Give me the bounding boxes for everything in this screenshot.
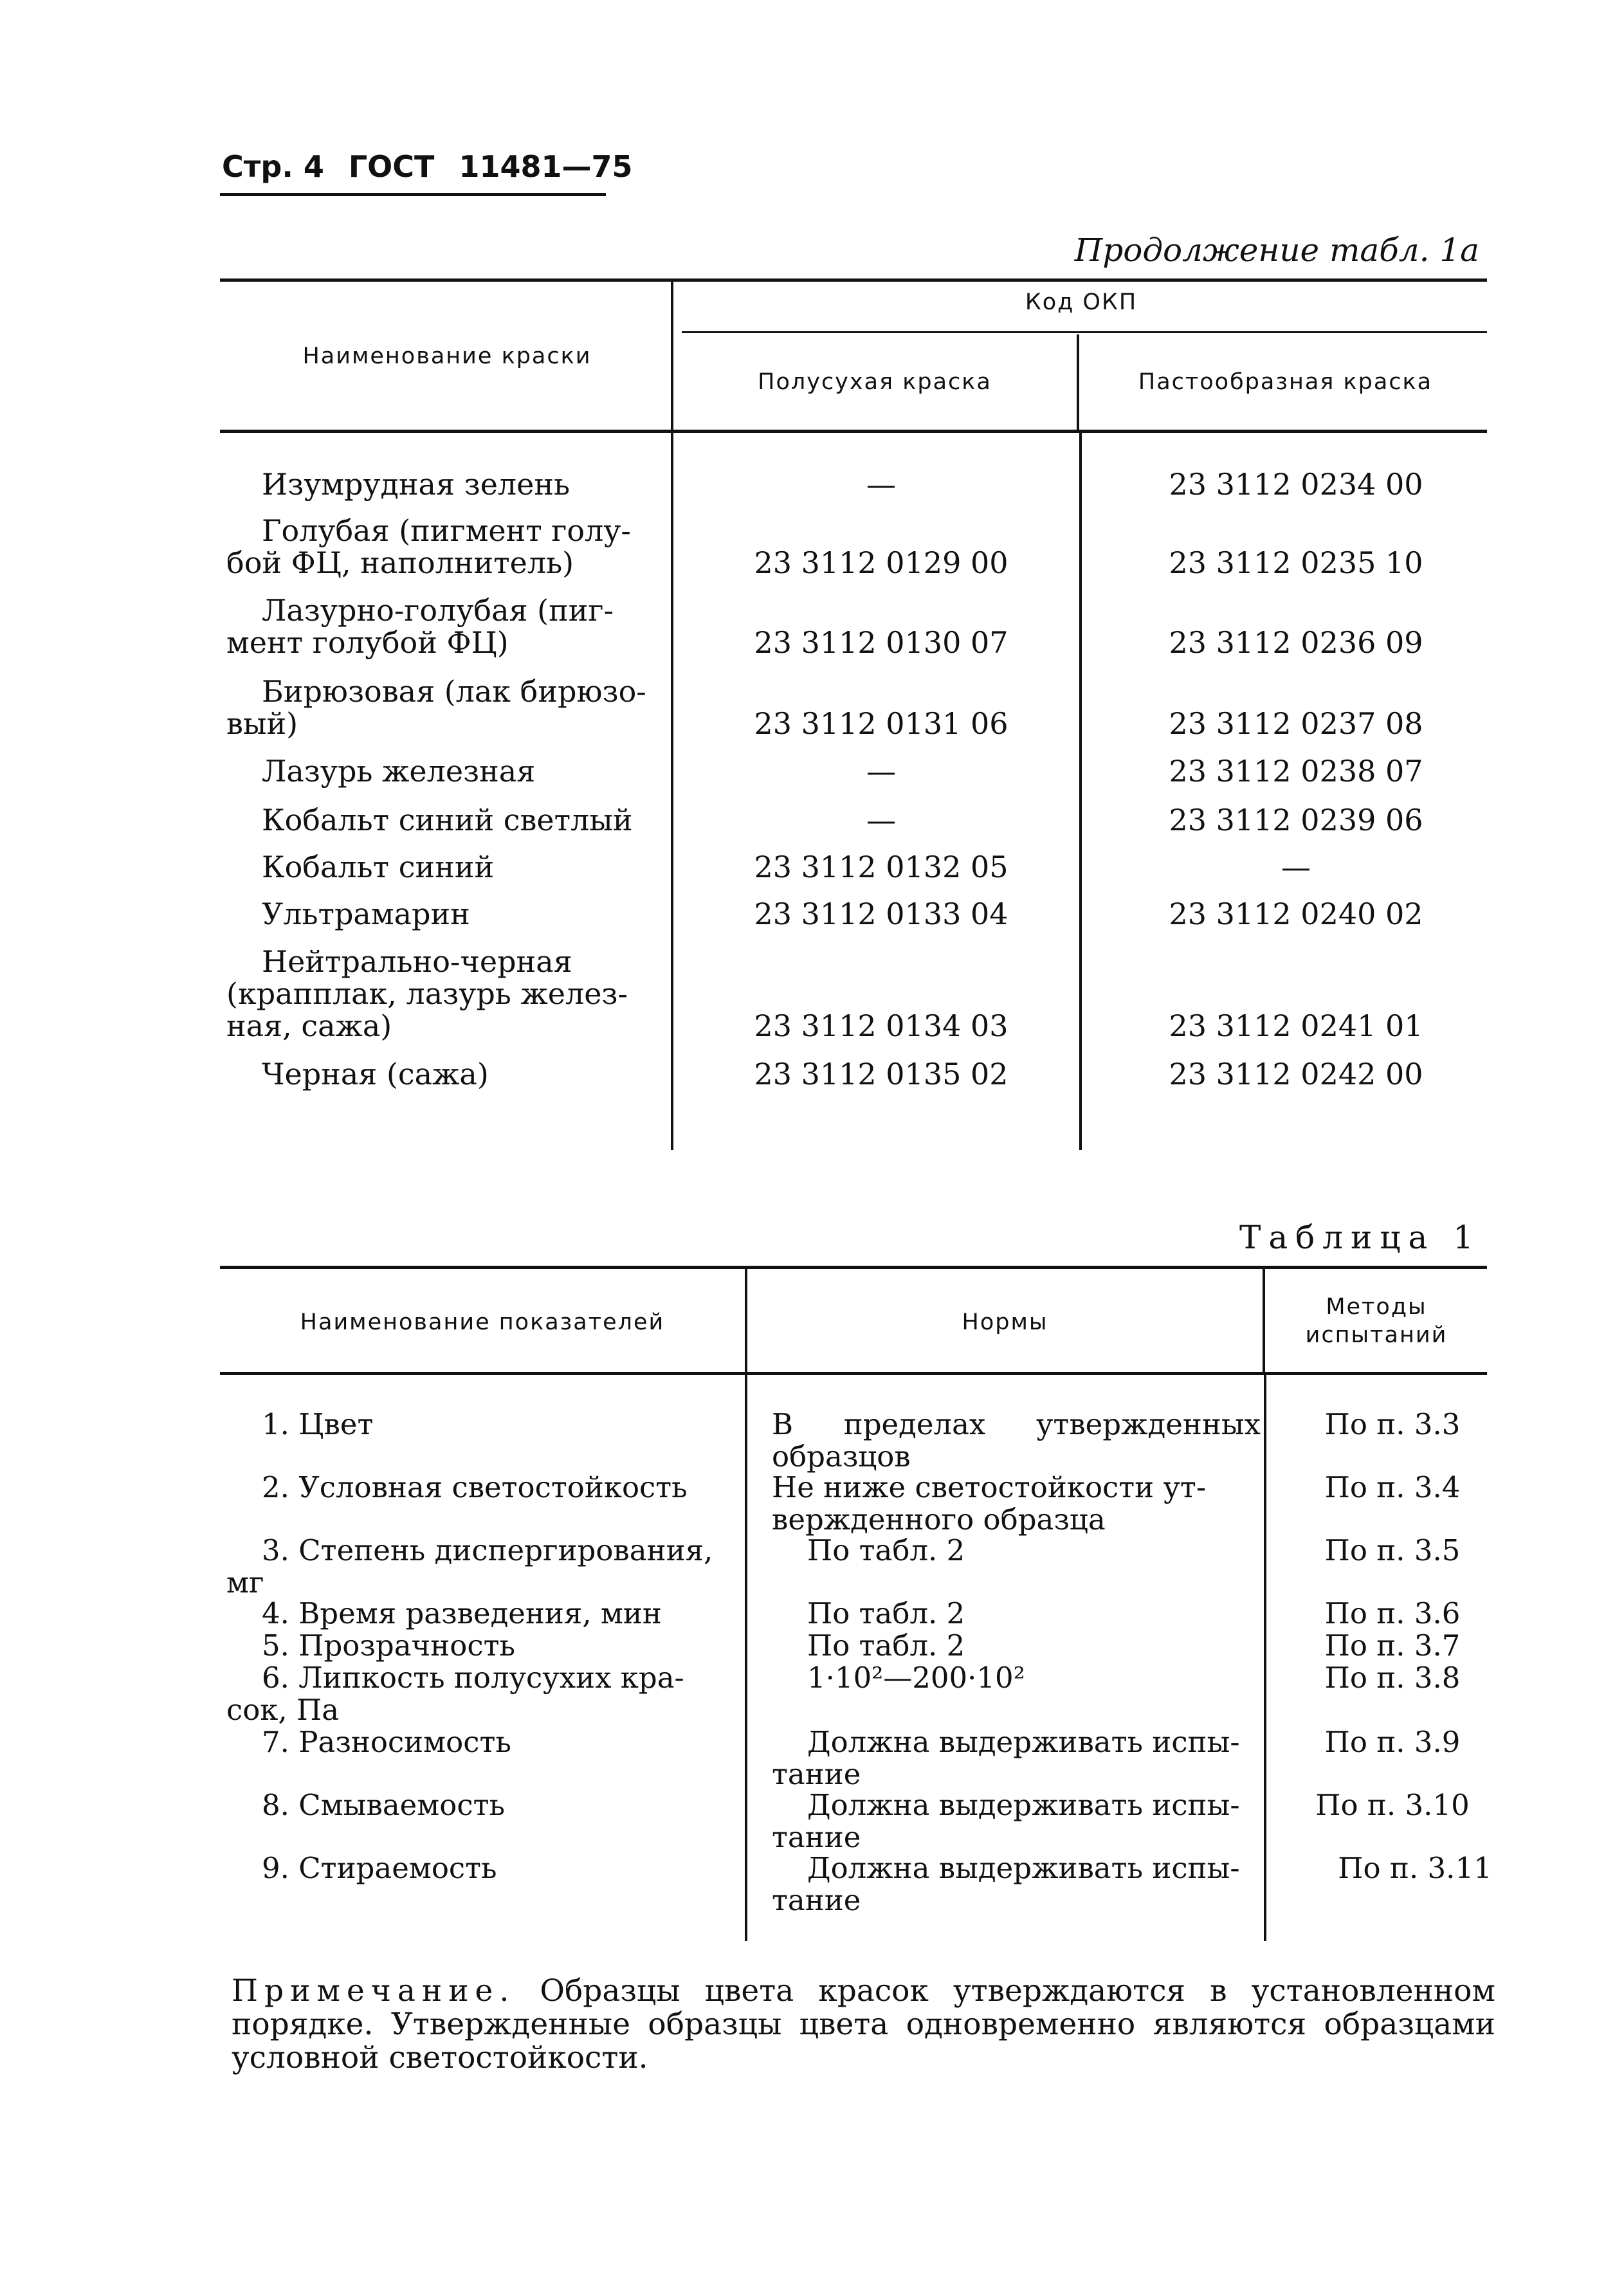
note-label: Примечание. xyxy=(232,1973,516,2009)
table1a-col-paste: Пастообразная краска xyxy=(1138,369,1433,395)
table1a-row-paste: 23 3112 0234 00 xyxy=(1169,467,1423,502)
table1a-row-semi: 23 3112 0131 06 xyxy=(754,706,1008,741)
table1a-row-semi: 23 3112 0130 07 xyxy=(754,625,1008,660)
table1-vrule-head-1 xyxy=(745,1269,747,1372)
table1-vrule-body-2 xyxy=(1264,1375,1266,1941)
note-text: Образцы цвета красок утверждаются в установленном порядке. Утвержденные образцы цвета одновременно являются образцами условной светостойкости. xyxy=(232,1973,1495,2075)
table1a-row-semi: — xyxy=(866,754,896,789)
header-rule xyxy=(220,193,606,196)
table1a-row-paste: 23 3112 0240 02 xyxy=(1169,897,1423,931)
table1a-row-name: Черная (сажа) xyxy=(262,1057,489,1091)
table1a-row-semi: 23 3112 0129 00 xyxy=(754,545,1008,580)
table1-row-method: По п. 3.10 xyxy=(1315,1788,1470,1822)
table1a-row-semi: 23 3112 0132 05 xyxy=(754,850,1008,884)
table1-row-name: 6. Липкость полусухих кра- сок, Па xyxy=(226,1661,684,1727)
table1-row-norm: В пределах утвержденных образцов xyxy=(772,1407,1261,1473)
table1-row-method: По п. 3.4 xyxy=(1324,1470,1461,1504)
table1-row-method: По п. 3.7 xyxy=(1324,1628,1461,1663)
table1-row-norm: По табл. 2 xyxy=(807,1596,965,1630)
table1-vrule-head-2 xyxy=(1263,1269,1265,1372)
table1-row-method: По п. 3.11 xyxy=(1338,1851,1492,1885)
table1a-row-semi: — xyxy=(866,467,896,502)
table1a-row-paste: 23 3112 0238 07 xyxy=(1169,754,1423,789)
table1a-row-paste: 23 3112 0236 09 xyxy=(1169,625,1423,660)
table1a-row-name: Ультрамарин xyxy=(262,897,470,931)
table1a-row-semi: — xyxy=(866,803,896,837)
table1a-row-name: Нейтрально-черная (крапплак, лазурь желез- ная, сажа) xyxy=(226,944,628,1043)
table1-row-name: 5. Прозрачность xyxy=(262,1628,515,1663)
standard-number: 11481—75 xyxy=(459,149,633,184)
table1-row-name: 7. Разносимость xyxy=(262,1725,511,1759)
table1a-row-paste: — xyxy=(1281,850,1311,884)
table1a-row-name: Изумрудная зелень xyxy=(262,467,570,502)
table1-row-name: 2. Условная светостойкость xyxy=(262,1470,688,1504)
table1-row-method: По п. 3.6 xyxy=(1324,1596,1461,1630)
table1a-caption: Продолжение табл. 1a xyxy=(1074,232,1479,269)
table1-row-norm: Не ниже светостойкости ут- вержденного образца xyxy=(772,1470,1207,1537)
table1-caption: Таблица 1 xyxy=(1239,1219,1481,1256)
table1a-row-name: Бирюзовая (лак бирюзо- вый) xyxy=(226,674,646,741)
table1a-row-paste: 23 3112 0235 10 xyxy=(1169,545,1423,580)
table1a-col-name: Наименование краски xyxy=(302,343,592,369)
table1a-row-paste: 23 3112 0239 06 xyxy=(1169,803,1423,837)
table1a-vrule-head-2 xyxy=(1077,334,1079,430)
table1-row-name: 4. Время разведения, мин xyxy=(262,1596,662,1630)
table1-row-method: По п. 3.9 xyxy=(1324,1725,1461,1759)
table1a-group-rule xyxy=(682,331,1487,333)
table1a-row-name: Лазурно-голубая (пиг- мент голубой ФЦ) xyxy=(226,593,614,660)
table1-row-method: По п. 3.5 xyxy=(1324,1533,1461,1567)
table1-col-method: Методы испытаний xyxy=(1305,1294,1448,1348)
table1a-row-paste: 23 3112 0242 00 xyxy=(1169,1057,1423,1091)
table1-row-norm: По табл. 2 xyxy=(807,1533,965,1567)
table1-row-method: По п. 3.8 xyxy=(1324,1661,1461,1695)
table1a-row-paste: 23 3112 0241 01 xyxy=(1169,1008,1423,1043)
table-note xyxy=(232,1975,1495,2075)
table1-col-name: Наименование показателей xyxy=(300,1309,665,1335)
table1-row-norm: Должна выдерживать испы- тание xyxy=(772,1788,1240,1854)
table1a-row-name: Голубая (пигмент голу- бой ФЦ, наполнитель) xyxy=(226,513,631,580)
table1a-row-name: Лазурь железная xyxy=(262,754,536,789)
table1-row-norm: 1·10²—200·10² xyxy=(807,1661,1025,1695)
table1-row-norm: По табл. 2 xyxy=(807,1628,965,1663)
page-header xyxy=(222,149,647,184)
table1-vrule-body-1 xyxy=(745,1375,747,1941)
table1-row-norm: Должна выдерживать испы- тание xyxy=(772,1725,1240,1791)
table1a-vrule-head-1 xyxy=(671,282,673,430)
table1-row-method: По п. 3.3 xyxy=(1324,1407,1461,1441)
table1-top-rule xyxy=(220,1266,1487,1269)
table1a-head-rule xyxy=(220,430,1487,433)
table1a-row-name: Кобальт синий светлый xyxy=(262,803,633,837)
table1a-row-name: Кобальт синий xyxy=(262,850,495,884)
table1a-vrule-body-2 xyxy=(1079,433,1082,1150)
table1a-vrule-body-1 xyxy=(671,433,673,1150)
table1a-row-semi: 23 3112 0133 04 xyxy=(754,897,1008,931)
table1a-col-group: Код ОКП xyxy=(1025,289,1138,315)
standard-label: ГОСТ xyxy=(348,149,435,184)
table1a-col-semi: Полусухая краска xyxy=(758,369,992,395)
table1-row-name: 3. Степень диспергирования, мг xyxy=(226,1533,713,1600)
table1-row-name: 8. Смываемость xyxy=(262,1788,505,1822)
table1-row-name: 1. Цвет xyxy=(262,1407,374,1441)
page-number: Стр. 4 xyxy=(222,149,324,184)
table1a-row-semi: 23 3112 0134 03 xyxy=(754,1008,1008,1043)
table1a-top-rule xyxy=(220,278,1487,282)
table1-row-norm: Должна выдерживать испы- тание xyxy=(772,1851,1240,1917)
table1-row-name: 9. Стираемость xyxy=(262,1851,497,1885)
table1-col-norm: Нормы xyxy=(962,1309,1048,1335)
table1-head-rule xyxy=(220,1372,1487,1375)
table1a-row-semi: 23 3112 0135 02 xyxy=(754,1057,1008,1091)
table1a-row-paste: 23 3112 0237 08 xyxy=(1169,706,1423,741)
